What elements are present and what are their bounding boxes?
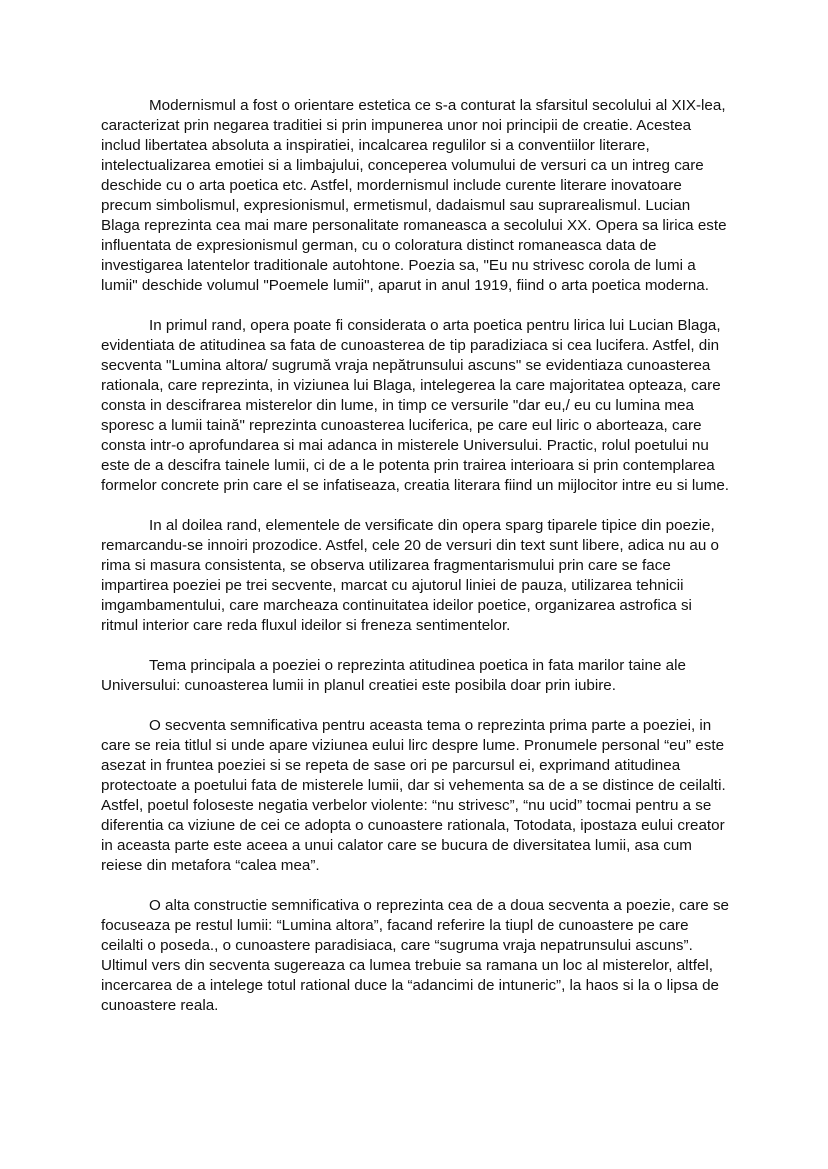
paragraph-introduction: Modernismul a fost o orientare estetica ce s-a conturat la sfarsitul secolului al XIX-lea, caracterizat prin negarea traditiei si prin impunerea unor noi principii de creatie. Acestea includ libertatea absoluta a inspiratiei, incalcarea regulilor si a conventiilor literare, intelectualizarea emotiei si a limbajului, conceperea volumului de versuri ca un intreg care deschide cu o arta poetica etc. Astfel, mordernismul include curente literare inovatoare precum simbolismul, expresionismul, ermetismul, dadaismul sau suprarealismul. Lucian Blaga reprezinta cea mai mare personalitate romaneasca a secolului XX. Opera sa lirica este influentata de expresionismul german, cu o coloratura distinct romaneasca data de investigarea latentelor traditionale autohtone. Poezia sa, "Eu nu strivesc corola de lumi a lumii" deschide volumul "Poemele lumii", aparut in anul 1919, fiind o arta poetica moderna. [101,97,727,294]
document-page [101,96,731,1036]
paragraph-prima-secventa: O secventa semnificativa pentru aceasta tema o reprezinta prima parte a poeziei, in care se reia titlul si unde apare viziunea eului lirc despre lume. Pronumele personal “eu” este asezat in fruntea poeziei si se repeta de sase ori pe parcursul ei, exprimand atitudinea protectoate a poetului fata de misterele lumii, dar si vehementa sa de a se distince de ceilalti. Astfel, poetul foloseste negatia verbelor violente: “nu strivesc”, “nu ucid” tocmai pentru a se diferentia ca viziune de cei ce adopta o cunoastere rationala, Totodata, ipostaza eului creator in aceasta parte este aceea a unui calator care se bucura de diversitatea lumii, asa cum reiese din metafora “calea mea”. [101,717,726,874]
paragraph-versificatie: In al doilea rand, elementele de versificate din opera sparg tiparele tipice din poezie, remarcandu-se innoiri prozodice. Astfel, cele 20 de versuri din text sunt libere, adica nu au o rima si masura consistenta, se observa utilizarea fragmentarismului prin care se face impartirea poeziei pe trei secvente, marcat cu ajutorul liniei de pauza, utilizarea tehnicii imgambamentului, care marcheaza continuitatea ideilor poetice, organizarea astrofica si ritmul interior care reda fluxul ideilor si freneza sentimentelor. [101,517,719,634]
paragraph-a-doua-secventa: O alta constructie semnificativa o reprezinta cea de a doua secventa a poezie, care se focuseaza pe restul lumii: “Lumina altora”, facand referire la tiupl de cunoastere pe care ceilalti o poseda., o cunoastere paradisiaca, care “sugruma vraja nepatrunsului ascuns”. Ultimul vers din secventa sugereaza ca lumea trebuie sa ramana un loc al misterelor, altfel, incercarea de a intelege totul rational duce la “adancimi de intuneric”, la haos si la o lipsa de cunoastere reala. [101,897,729,1014]
paragraph-arta-poetica: In primul rand, opera poate fi considerata o arta poetica pentru lirica lui Lucian Blaga, evidentiata de atitudinea sa fata de cunoasterea de tip paradiziaca si cea lucifera. Astfel, din secventa "Lumina altora/ sugrumă vraja nepătrunsului ascuns" se evidentiaza cunoasterea rationala, care reprezinta, in viziunea lui Blaga, intelegerea la care majoritatea opteaza, care consta in descifrarea misterelor din lume, in timp ce versurile "dar eu,/ eu cu lumina mea sporesc a lumii taină" reprezinta cunoasterea luciferica, pe care eul liric o aborteaza, care consta intr-o aprofundarea si mai adanca in misterele Universului. Practic, rolul poetului nu este de a descifra tainele lumii, ci de a le potenta prin trairea interioara si prin contemplarea formelor concrete prin care el se infatiseaza, creatia literara fiind un mijlocitor intre eu si lume. [101,317,730,494]
paragraph-tema: Tema principala a poeziei o reprezinta atitudinea poetica in fata marilor taine ale Universului: cunoasterea lumii in planul creatiei este posibila doar prin iubire. [101,657,686,694]
